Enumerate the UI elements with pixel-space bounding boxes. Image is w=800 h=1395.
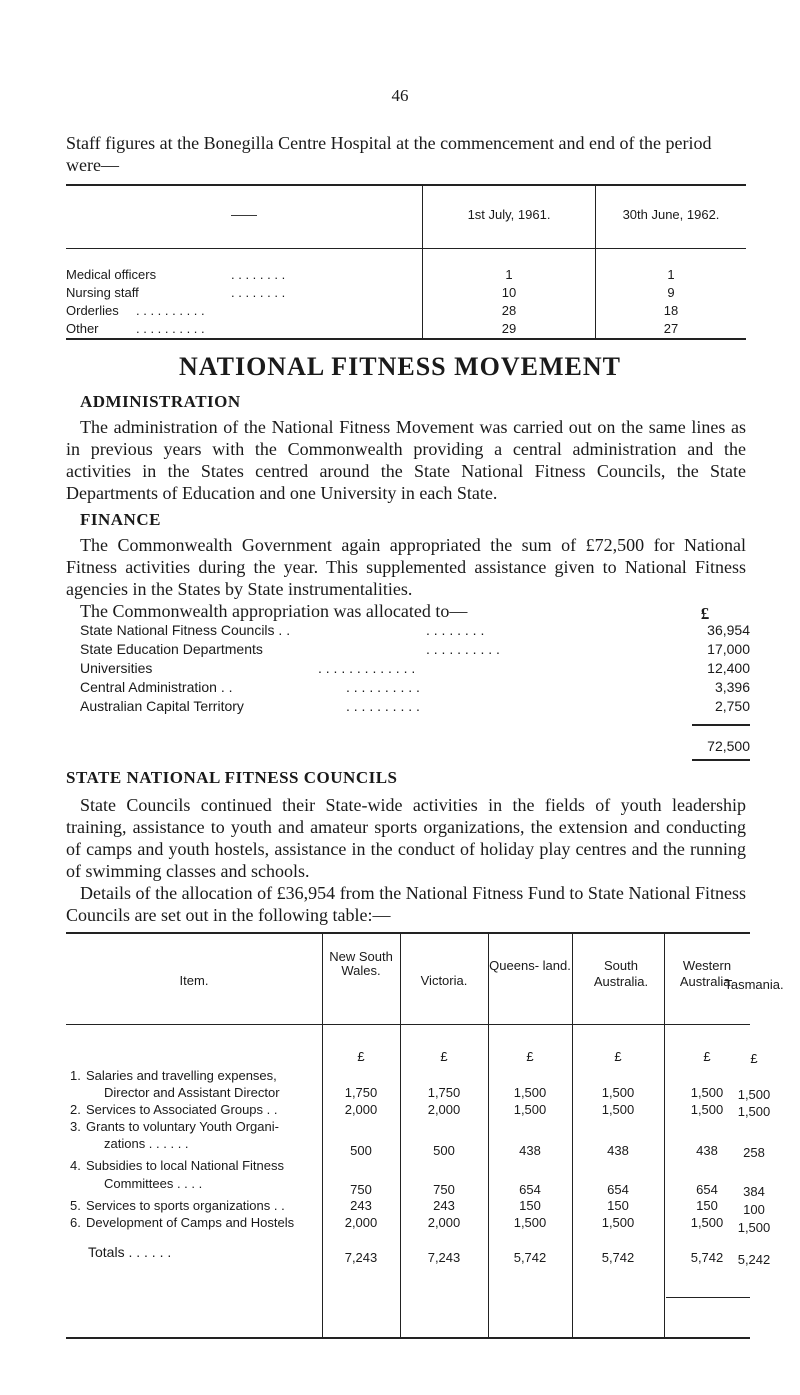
column-header: Tasmania. [724,977,784,992]
total-value: 7,243 [427,1250,461,1265]
column-divider [400,932,401,1337]
cell-value: 438 [696,1143,718,1158]
cell-value: 28 [501,303,517,318]
administration-paragraph: The administration of the National Fitness Movement was carried out on the same lines as in previous years with the Commonwealth providing a central administration and the activities in the States centred around the State National Fitness Councils, the State Departments of Education and one University in each State. [66,417,746,503]
cell-value: 2,000 [344,1215,378,1230]
cell-value: 1,500 [737,1220,771,1235]
total-value: 5,242 [737,1252,771,1267]
cell-value: 10 [501,285,517,300]
allocation-label: Australian Capital Territory [80,698,244,714]
cell-value: 27 [663,321,679,336]
cell-value: 1,500 [737,1104,771,1119]
total-value: 5,742 [513,1250,547,1265]
row-label: Other [66,321,99,336]
leader-dots: . . . . . . . . [426,622,485,638]
cell-value: 9 [667,285,675,300]
cell-value: 150 [696,1198,718,1213]
leader-dots: . . . . . . . . [231,267,286,282]
column-header: South Australia. [593,958,649,989]
cell-value: 1,500 [601,1102,635,1117]
column-header: New South Wales. [329,949,393,978]
column-divider [572,932,573,1337]
cell-value: 438 [607,1143,629,1158]
cell-value: 750 [433,1182,455,1197]
cell-value: 1,750 [344,1085,378,1100]
cell-value: 1,500 [601,1085,635,1100]
row-number: 1. [70,1068,81,1083]
allocation-label: Universities [80,660,153,676]
row-number: 6. [70,1215,81,1230]
finance-paragraph: The Commonwealth Government again appropriated the sum of £72,500 for National Fitness activities during the year. This supplemented assistance given to National Fitness agencies in the States by State instrumentalities. [66,535,746,599]
total-value: 5,742 [601,1250,635,1265]
allocation-total: 72,500 [707,738,750,754]
item-label: Salaries and travelling expenses, [86,1068,277,1083]
item-label: Development of Camps and Hostels [86,1215,295,1230]
cell-value: 1 [667,267,675,282]
cell-value: 500 [433,1143,455,1158]
cell-value: 29 [501,321,517,336]
leader-dots: . . . . . . . . . . . . . [318,660,416,676]
totals-rule [666,1297,750,1298]
cell-value: 2,000 [344,1102,378,1117]
cell-value: 500 [350,1143,372,1158]
table-top-rule [66,184,746,186]
leader-dots: . . . . . . . . . . [426,641,500,657]
cell-value: 654 [696,1182,718,1197]
leader-dots: . . . . . . . . . . [136,303,205,318]
currency-header: £ [700,604,710,623]
section-heading: NATIONAL FITNESS MOVEMENT [178,352,622,381]
total-rule [692,759,750,761]
allocation-label: State Education Departments [80,641,263,657]
row-label: Orderlies [66,303,119,318]
table-bottom-rule [66,338,746,340]
table-header-rule [66,248,746,249]
currency-cell: £ [614,1049,622,1064]
item-label-continued: Committees . . . . [104,1176,203,1191]
currency-cell: £ [703,1049,711,1064]
item-label: Subsidies to local National Fitness [86,1158,284,1173]
column-header: 1st July, 1961. [467,207,551,222]
subheading-finance: FINANCE [80,510,161,529]
cell-value: 1,500 [690,1102,724,1117]
allocation-intro: The Commonwealth appropriation was allocated to— [80,601,468,621]
table-header-rule [66,1024,750,1025]
item-label: Services to sports organizations . . [86,1198,285,1213]
item-label-continued: Director and Assistant Director [104,1085,280,1100]
cell-value: 100 [743,1202,765,1217]
column-divider [664,932,665,1337]
row-number: 2. [70,1102,81,1117]
cell-value: 18 [663,303,679,318]
item-label: Services to Associated Groups . . [86,1102,278,1117]
allocation-amount: 12,400 [707,660,750,676]
leader-dots: . . . . . . . . . . [346,679,420,695]
table-top-rule [66,932,750,934]
cell-value: 1,500 [601,1215,635,1230]
allocation-amount: 3,396 [714,679,750,695]
cell-value: 150 [607,1198,629,1213]
details-paragraph: Details of the allocation of £36,954 from the National Fitness Fund to State National Fitness Councils are set out in the following table:— [66,883,746,925]
total-value: 7,243 [344,1250,378,1265]
totals-label: Totals . . . . . . [88,1244,172,1260]
cell-value: 258 [743,1145,765,1160]
allocation-label: Central Administration . . [80,679,233,695]
row-number: 3. [70,1119,81,1134]
cell-value: 654 [607,1182,629,1197]
total-value: 5,742 [690,1250,724,1265]
page-number: 46 [391,86,409,105]
allocation-amount: 17,000 [707,641,750,657]
column-header: Victoria. [420,973,468,988]
corner-cell: —— [231,207,257,222]
allocation-amount: 36,954 [707,622,750,638]
cell-value: 1,500 [513,1102,547,1117]
currency-cell: £ [750,1051,758,1066]
column-header: Queens- land. [489,958,571,973]
item-header: Item. [179,973,209,988]
cell-value: 243 [433,1198,455,1213]
cell-value: 2,000 [427,1102,461,1117]
cell-value: 750 [350,1182,372,1197]
cell-value: 1,500 [513,1215,547,1230]
item-label: Grants to voluntary Youth Organi- [86,1119,279,1134]
row-number: 4. [70,1158,81,1173]
leader-dots: . . . . . . . . . . [136,321,205,336]
table-bottom-rule [66,1337,750,1339]
column-divider [488,932,489,1337]
subheading-state-councils: STATE NATIONAL FITNESS COUNCILS [66,768,398,787]
allocation-label: State National Fitness Councils . . [80,622,291,638]
column-header: Western Australia. [679,958,735,989]
subheading-administration: ADMINISTRATION [80,392,241,411]
cell-value: 384 [743,1184,765,1199]
state-councils-paragraph: State Councils continued their State-wide activities in the fields of youth leadership training, assistance to youth and amateur sports organizations, the extension and conducting of camps and youth hostels, assistance in the conduct of holiday play centres and the running of swimming classes and schools. [66,795,746,881]
cell-value: 150 [519,1198,541,1213]
currency-cell: £ [440,1049,448,1064]
allocation-amount: 2,750 [714,698,750,714]
row-number: 5. [70,1198,81,1213]
cell-value: 1,750 [427,1085,461,1100]
intro-paragraph: Staff figures at the Bonegilla Centre Hospital at the commencement and end of the period were— [66,133,712,175]
cell-value: 1,500 [737,1087,771,1102]
row-label: Nursing staff [66,285,139,300]
column-header: 30th June, 1962. [622,207,720,222]
cell-value: 1 [505,267,513,282]
cell-value: 243 [350,1198,372,1213]
currency-cell: £ [526,1049,534,1064]
currency-cell: £ [357,1049,365,1064]
row-label: Medical officers [66,267,157,282]
cell-value: 438 [519,1143,541,1158]
column-divider [322,932,323,1337]
cell-value: 654 [519,1182,541,1197]
sum-rule [692,724,750,726]
cell-value: 1,500 [513,1085,547,1100]
cell-value: 2,000 [427,1215,461,1230]
leader-dots: . . . . . . . . [231,285,286,300]
leader-dots: . . . . . . . . . . [346,698,420,714]
item-label-continued: zations . . . . . . [104,1136,189,1151]
cell-value: 1,500 [690,1085,724,1100]
cell-value: 1,500 [690,1215,724,1230]
